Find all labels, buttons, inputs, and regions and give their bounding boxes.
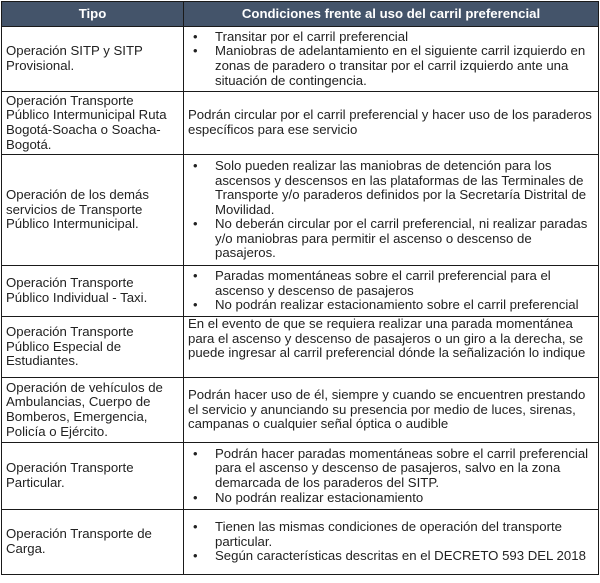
tipo-cell: Operación Transporte Público Especial de Estudiantes. xyxy=(2,317,184,378)
bullet-item: • Podrán hacer paradas momentáneas sobre el carril preferencial para el ascenso y descenso de pasajeros, salvo en la zona demarcada de los paraderos del SITP. xyxy=(206,447,594,491)
conditions-list xyxy=(188,447,594,505)
bullet-item: • No podrán realizar estacionamiento sobre el carril preferencial xyxy=(206,298,594,313)
table-row xyxy=(2,27,599,92)
conditions-list xyxy=(188,159,594,261)
tipo-cell: Operación Transporte Particular. xyxy=(2,443,184,510)
table-row xyxy=(2,317,599,378)
table-row xyxy=(2,378,599,443)
tipo-cell: Operación de los demás servicios de Transporte Público Intermunicipal. xyxy=(2,155,184,266)
tipo-cell: Operación de vehículos de Ambulancias, Cuerpo de Bomberos, Emergencia, Policía o Ejército. xyxy=(2,378,184,443)
conditions-cell xyxy=(184,155,599,266)
tipo-cell: Operación Transporte Público Intermunicipal Ruta Bogotá-Soacha o Soacha-Bogotá. xyxy=(2,92,184,155)
conditions-list xyxy=(188,520,594,564)
table-row xyxy=(2,92,599,155)
bullet-item: • No deberán circular por el carril preferencial, ni realizar paradas y/o maniobras para permitir el ascenso o descenso de pasajeros. xyxy=(206,217,594,261)
table-row xyxy=(2,443,599,510)
header-row xyxy=(2,2,599,27)
conditions-cell: En el evento de que se requiera realizar una parada momentánea para el ascenso y descenso de pasajeros o un giro a la derecha, se puede ingresar al carril preferencial dónde la señalización lo indique xyxy=(184,317,599,378)
conditions-list xyxy=(188,269,594,313)
conditions-cell xyxy=(184,510,599,575)
tipo-cell: Operación SITP y SITP Provisional. xyxy=(2,27,184,92)
bullet-item: • Solo pueden realizar las maniobras de detención para los ascensos y descensos en las plataformas de las Terminales de Transporte y/o paraderos definidos por la Secretaría Distrital de Movilidad. xyxy=(206,159,594,217)
table-row xyxy=(2,510,599,575)
conditions-cell: Podrán hacer uso de él, siempre y cuando se encuentren prestando el servicio y anunciando su presencia por medio de luces, sirenas, campanas o cualquier señal óptica o audible xyxy=(184,378,599,443)
bullet-item: • Tienen las mismas condiciones de operación del transporte particular. xyxy=(206,520,594,549)
bullet-item: • Paradas momentáneas sobre el carril preferencial para el ascenso y descenso de pasajeros xyxy=(206,269,594,298)
bullet-item: • No podrán realizar estacionamiento xyxy=(206,491,594,506)
header-condiciones: Condiciones frente al uso del carril preferencial xyxy=(184,2,599,27)
tipo-cell: Operación Transporte Público Individual - Taxi. xyxy=(2,266,184,317)
conditions-cell: Podrán circular por el carril preferencial y hacer uso de los paraderos específicos para ese servicio xyxy=(184,92,599,155)
conditions-table xyxy=(1,1,599,575)
header-tipo: Tipo xyxy=(2,2,184,27)
table-row xyxy=(2,266,599,317)
conditions-cell xyxy=(184,27,599,92)
bullet-item: • Maniobras de adelantamiento en el siguiente carril izquierdo en zonas de paradero o transitar por el carril izquierdo ante una situación de contingencia. xyxy=(206,44,594,88)
bullet-item: • Según características descritas en el DECRETO 593 DEL 2018 xyxy=(206,549,594,564)
conditions-cell xyxy=(184,443,599,510)
tipo-cell: Operación Transporte de Carga. xyxy=(2,510,184,575)
conditions-list xyxy=(188,30,594,88)
bullet-item: • Transitar por el carril preferencial xyxy=(206,30,594,45)
table-row xyxy=(2,155,599,266)
conditions-cell xyxy=(184,266,599,317)
